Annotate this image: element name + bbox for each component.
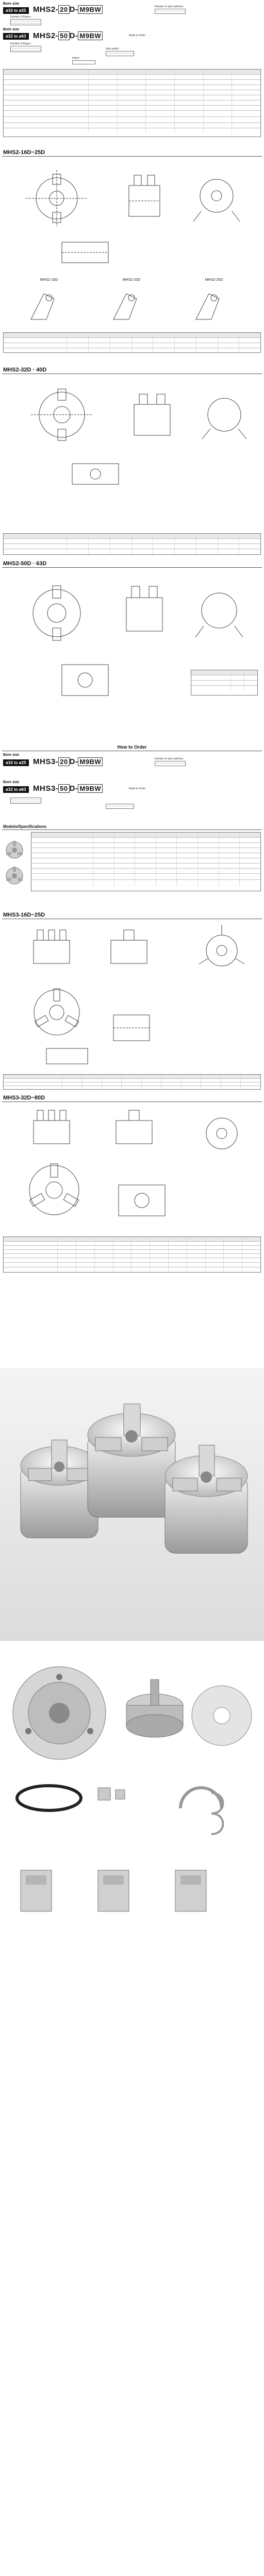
model-prefix: MHS2- [33, 31, 59, 40]
bore-size-heading-1: Bore size [3, 2, 20, 6]
part-body [13, 1667, 106, 1759]
model-switch: M9BW [78, 31, 103, 40]
option-box-3 [10, 46, 41, 52]
model-action: D [69, 31, 75, 40]
label-mhs2-25d: MHS2-25D [205, 278, 223, 282]
part-piston [126, 1680, 183, 1737]
part-fingers [21, 1870, 206, 1911]
divider [2, 156, 262, 157]
note-made-to-order-1: Made to Order [129, 34, 146, 37]
drawing-mhs3-large-section [113, 1180, 170, 1221]
drawing-mhs2-small-top [26, 170, 88, 227]
bore-size-heading-4: Bore size [3, 781, 20, 784]
small-table-mhs2-large [191, 670, 258, 696]
drawing-mhs2-mid-bottom [67, 459, 124, 489]
gripper-illustration [0, 1368, 264, 1641]
model-prefix: MHS2- [33, 5, 59, 14]
option-box-1 [155, 9, 186, 14]
spec-table-mhs2 [3, 69, 261, 137]
dim-table-mhs3-small [3, 1074, 261, 1090]
drawing-finger-25d [191, 283, 232, 325]
drawing-mhs3-large-side-2 [108, 1108, 160, 1149]
drawing-mhs2-large-side [116, 582, 173, 639]
section-mhs2-32-40: MHS2-32D · 40D [3, 367, 47, 373]
note-action-1: Action [72, 57, 79, 60]
drawing-mhs2-large-right [188, 580, 250, 641]
drawing-mhs3-small-bottom [41, 1046, 93, 1066]
product-photo-grippers [0, 1368, 264, 1641]
part-spring [211, 1793, 223, 1834]
model-size: 20 [58, 5, 69, 14]
bore-chip-large-mhs3: ø32 to ø63 [3, 786, 29, 793]
section-mhs2-16-25: MHS2-16D~25D [3, 149, 45, 156]
part-seal [98, 1788, 125, 1800]
bore-chip-small-mhs3: ø16 to ø25 [3, 759, 29, 766]
drawing-mhs2-mid-side [124, 392, 180, 443]
models-specs-heading: Models/Specifications [3, 824, 47, 829]
drawing-mhs3-large-side [26, 1108, 77, 1149]
section-mhs3-16-25: MHS3-16D~25D [3, 912, 45, 918]
gripper-left [21, 1440, 98, 1538]
drawing-mhs3-large-right [196, 1108, 248, 1159]
note-auto-switch-count-1: Number of auto switches [155, 5, 184, 8]
model-action: D [69, 5, 75, 14]
divider [2, 829, 262, 830]
part-cover [192, 1686, 252, 1745]
bore-size-heading-2: Bore size [3, 28, 20, 31]
drawing-finger-16d [26, 283, 67, 325]
option-box-5 [72, 60, 95, 64]
dim-table-mhs2-mid [3, 533, 261, 555]
option-box-4 [106, 51, 134, 56]
model-switch: M9BW [78, 784, 103, 793]
label-mhs2-20d: MHS2-20D [122, 278, 141, 282]
model-code-mhs2-small: MHS2- 20 D- M9BW [33, 5, 103, 14]
part-clip [180, 1788, 222, 1808]
model-action: D [69, 757, 75, 766]
drawing-mhs3-small-section [108, 1010, 155, 1046]
drawing-mhs3-small-top [26, 981, 88, 1043]
drawing-finger-20d [108, 283, 150, 325]
photo-small-gripper-2 [4, 866, 25, 886]
drawing-mhs2-mid-top [31, 384, 93, 446]
drawing-mhs2-small-right [186, 165, 248, 227]
model-size: 50 [58, 31, 69, 40]
option-box-8 [106, 804, 134, 809]
drawing-mhs2-large-top [26, 580, 88, 647]
label-mhs2-16d: MHS2-16D [40, 278, 58, 282]
note-made-to-order-2: Made to Order [129, 787, 146, 790]
drawing-mhs3-small-side-2 [103, 927, 155, 969]
note-fingers-2: Number of fingers [10, 42, 31, 45]
bore-chip-small: ø16 to ø25 [3, 7, 29, 14]
model-switch: M9BW [78, 757, 103, 766]
option-box-2 [10, 19, 41, 25]
model-size: 50 [58, 784, 69, 793]
gripper-center [88, 1404, 175, 1517]
spec-table-mhs3 [31, 832, 261, 891]
bore-chip-large: ø32 to ø63 [3, 33, 29, 40]
model-code-mhs2-large: MHS2- 50 D- M9BW [33, 31, 103, 40]
divider [2, 1101, 262, 1102]
parts-illustration [0, 1654, 264, 1973]
option-box-6 [155, 761, 186, 766]
model-code-mhs3-small: MHS3- 20 D- M9BW [33, 757, 103, 766]
section-mhs3-32-80: MHS3-32D~80D [3, 1095, 45, 1101]
model-prefix: MHS3- [33, 757, 59, 766]
option-box-7 [10, 798, 41, 804]
drawing-mhs2-small-side [119, 170, 170, 227]
model-size: 20 [58, 757, 69, 766]
how-to-order-title: How to Order [117, 744, 147, 750]
dim-table-mhs3-large [3, 1236, 261, 1273]
model-code-mhs3-large: MHS3- 50 D- M9BW [33, 784, 103, 793]
photo-small-gripper-1 [4, 840, 25, 860]
gripper-right [165, 1445, 248, 1553]
drawing-mhs2-large-bottom [57, 659, 113, 701]
note-fingers-1: Number of fingers [10, 15, 31, 19]
part-oring [17, 1786, 81, 1810]
note-auto-switch-count-2: Number of auto switches [155, 757, 184, 760]
drawing-mhs2-mid-right [196, 386, 253, 443]
model-prefix: MHS3- [33, 784, 59, 793]
drawing-mhs2-small-bottom [57, 237, 113, 268]
parts-photo [0, 1654, 264, 1973]
drawing-mhs3-small-right [196, 925, 248, 976]
divider [2, 567, 262, 568]
model-switch: M9BW [78, 5, 103, 14]
bore-size-heading-3: Bore size [3, 753, 20, 757]
drawing-mhs3-large-top [21, 1157, 88, 1224]
note-auto-switch-1: Auto switch [106, 47, 119, 50]
section-mhs2-50-63: MHS2-50D · 63D [3, 561, 47, 567]
drawing-mhs3-small-side [26, 927, 77, 969]
model-action: D [69, 784, 75, 793]
dim-table-mhs2-small [3, 332, 261, 353]
